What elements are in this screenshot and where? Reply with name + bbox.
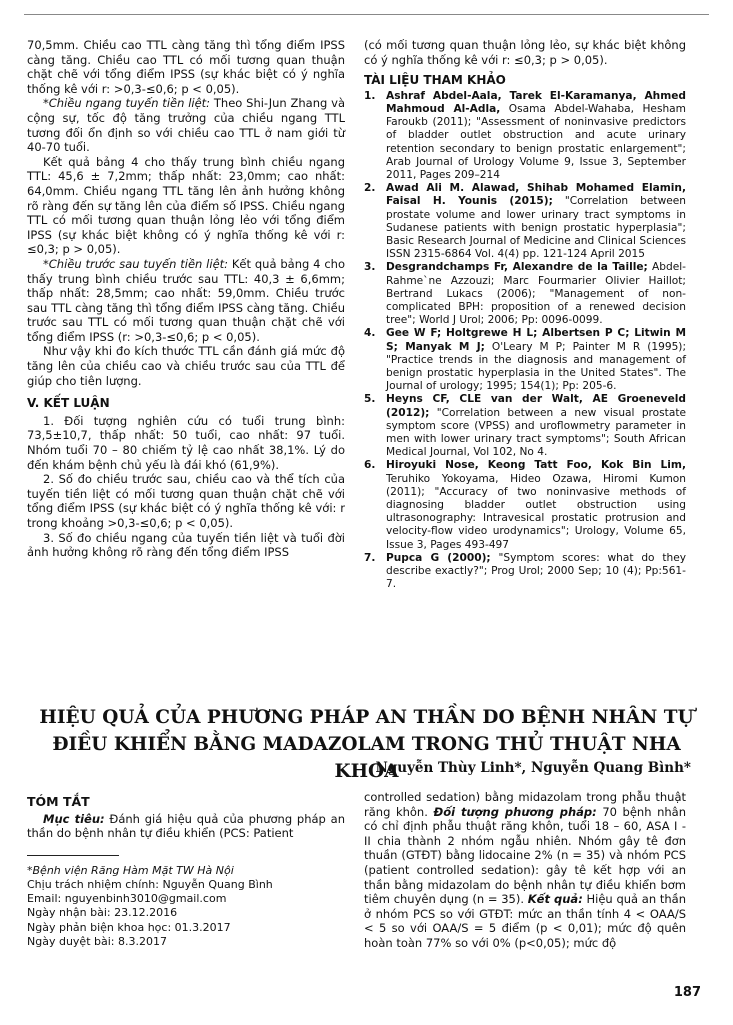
paragraph: Kết quả bảng 4 cho thấy trung bình chiều ngang TTL: 45,6 ± 7,2mm; thấp nhất: 23,0mm; cao nhất: 64,0mm. Chiều ngang TTL tăng lên ảnh hưởng không rõ ràng đến sự tăng lên của điểm số IPSS. Chiều ngang TTL có mối tương quan thuận lỏng lẻo với tổng điểm IPSS (sự khác biệt không có ý nghĩa thống kê với r: ≤0,3; p > 0,05). — [27, 154, 345, 257]
reference-item: 1. Ashraf Abdel-Aala, Tarek El-Karamanya, Ahmed Mahmoud Al-Adla, Osama Abdel-Wahaba, Hesham Faroukb (2011); "Assessment of noninvasive predictors of bladder outlet obstruction and acute urinary retention secondary to benign prostatic enlargement"; Arab Journal of Urology Volume 9, Issue 3, September 2011, Pages 209–214 — [364, 89, 686, 181]
reference-item: 3. Desgrandchamps Fr, Alexandre de la Taille; Abdel-Rahme`ne Azzouzi; Marc Fourmarier Olivier Haillot; Bertrand Lukacs (2006); "Management of non-complicated BPH: proposition of a renewed decision tree"; World J Urol; 2006; Pp: 0096-0099. — [364, 261, 686, 327]
paragraph: *Chiều ngang tuyến tiền liệt: Theo Shi-Jun Zhang và cộng sự, tốc độ tăng trưởng của chiều ngang TTL tương đối ổn định so với chiều cao TTL ở nam giới từ 40-70 tuổi. — [27, 96, 346, 155]
reference-item: 5. Heyns CF, CLE van der Walt, AE Groeneveld (2012); "Correlation between a new visual prostate symptom score (VPSS) and uroflowmetry parameter in men with lower urinary tract symptoms"; South African Medical Journal, Vol 102, No 4. — [364, 393, 686, 459]
abstract-heading: TÓM TẮT — [27, 794, 90, 809]
subheading-label: *Chiều trước sau tuyến tiền liệt: — [43, 256, 229, 271]
left-column — [27, 38, 345, 560]
references-heading: TÀI LIỆU THAM KHẢO — [364, 73, 506, 88]
subheading-label: *Chiều ngang tuyến tiền liệt: — [43, 96, 211, 111]
right-column — [364, 38, 686, 592]
email: Email: nguyenbinh3010@gmail.com — [27, 892, 227, 906]
paragraph: (có mối tương quan thuận lỏng lẻo, sự khác biệt không có ý nghĩa thống kê với r: ≤0,3; p > 0,05). — [364, 38, 686, 67]
abstract-right — [364, 790, 686, 951]
conclusion-item: 2. Số đo chiều trước sau, chiều cao và thể tích của tuyến tiền liệt có mối tương quan thuận chặt chẽ với tổng điểm IPSS (sự khác biệt có ý nghĩa thống kê với: r trong khoảng >0,3-≤0,6; p < 0,05). — [27, 472, 345, 530]
article-authors: Nguyễn Thùy Linh*, Nguyễn Quang Bình* — [375, 760, 691, 776]
subjects-label: Đối tượng phương pháp: — [433, 804, 597, 819]
page-number: 187 — [673, 985, 701, 1000]
paragraph: *Chiều trước sau tuyến tiền liệt: Kết quả bảng 4 cho thấy trung bình chiều trước sau TTL: 40,3 ± 6,6mm; thấp nhất: 28,5mm; cao nhất: 59,0mm. Chiều trước sau TTL càng tăng thì tổng điểm IPSS càng tăng. Chiều trước sau TTL có mối tương quan thuận chặt chẽ với tổng điểm IPSS (r: >0,3-≤0,6; p < 0,05). — [27, 256, 345, 344]
reference-item: 6. Hiroyuki Nose, Keong Tatt Foo, Kok Bin Lim, Teruhiko Yokoyama, Hideo Ozawa, Hiromi Kumon (2011); "Accuracy of two noninvasive methods of diagnosing bladder outlet obstruction using ultrasonography: Intravesical prostatic protrusion and velocity-flow video urodynamics"; Urology, Volume 65, Issue 3, Pages 493-497 — [364, 459, 686, 551]
date-accepted: Ngày duyệt bài: 8.3.2017 — [27, 934, 167, 948]
affiliation-block — [27, 864, 345, 949]
reference-item: 7. Pupca G (2000); "Symptom scores: what do they describe exactly?"; Prog Urol; 2000 Sep; 10 (4); Pp:561-7. — [364, 551, 686, 591]
reference-list — [364, 90, 686, 592]
abstract-paragraph: controlled sedation) bằng midazolam trong phẫu thuật răng khôn. Đối tượng phương pháp: 70 bệnh nhân có chỉ định phẫu thuật răng khôn, tuổi 18 – 60, ASA I - II chia thành 2 nhóm ngẫu nhiên. Nhóm gây tê đơn thuần (GTĐT) bằng lidocaine 2% (n = 35) và nhóm PCS (patient controlled sedation): gây tê kết hợp với an thần bằng midazolam do bệnh nhân tự điều khiển bơm tiêm chuyên dụng (n = 35). Kết quả: Hiệu quả an thần ở nhóm PCS so với GTĐT: mức an thần tính 4 < OAA/S < 5 so với OAA/S = 5 điểm (p < 0,01); mức độ quên hoàn toàn 77% so với 0% (p<0,05); mức độ — [364, 790, 687, 950]
date-received: Ngày nhận bài: 23.12.2016 — [27, 906, 178, 920]
institution: *Bệnh viện Răng Hàm Mặt TW Hà Nội — [27, 863, 234, 877]
paragraph: 70,5mm. Chiều cao TTL càng tăng thì tổng điểm IPSS càng tăng. Chiều cao TTL có mối tương quan thuận chặt chẽ với tổng điểm IPSS (sự khác biệt có ý nghĩa thống kê với r: >0,3-≤0,6; p < 0,05). — [27, 38, 345, 96]
date-reviewed: Ngày phản biện khoa học: 01.3.2017 — [27, 920, 231, 934]
header-rule — [24, 14, 709, 15]
abstract-paragraph: Mục tiêu: Đánh giá hiệu quả của phương pháp an thần do bệnh nhân tự điều khiển (PCS: Patient — [27, 811, 345, 841]
abstract-left — [27, 795, 345, 949]
footnote-divider — [27, 855, 119, 856]
reference-item: 2. Awad Ali M. Alawad, Shihab Mohamed Elamin, Faisal H. Younis (2015); "Correlation between prostate volume and lower urinary tract symptoms in Sudanese patients with benign prostatic hyperplasia"; Basic Research Journal of Medicine and Clinical Sciences ISSN 2315-6864 Vol. 4(4) pp. 121-124 April 2015 — [364, 182, 686, 261]
responsible-author: Chịu trách nhiệm chính: Nguyễn Quang Bình — [27, 877, 273, 891]
section-heading: V. KẾT LUẬN — [27, 396, 110, 411]
conclusion-item: 1. Đối tượng nghiên cứu có tuổi trung bình: 73,5±10,7, thấp nhất: 50 tuổi, cao nhất: 97 tuổi. Nhóm tuổi 70 – 80 chiếm tỷ lệ cao nhất 38,1%. Lý do đến khám bệnh chủ yếu là đái khó (61,9%). — [27, 413, 345, 472]
objective-label: Mục tiêu: — [43, 811, 105, 826]
paragraph: Như vậy khi đo kích thước TTL cần đánh giá mức độ tăng lên của chiều cao và chiều trước sau của TTL để giúp cho tiên lượng. — [27, 344, 345, 388]
article-title: HIỆU QUẢ CỦA PHƯƠNG PHÁP AN THẦN DO BỆNH NHÂN TỰ ĐIỀU KHIỂN BẰNG MADAZOLAM TRONG THỦ THUẬT NHA KHOA — [39, 707, 694, 782]
reference-item: 4. Gee W F; Holtgrewe H L; Albertsen P C; Litwin M S; Manyak M J; O'Leary M P; Painter M R (1995); "Practice trends in the diagnosis and management of benign prostatic hyperplasia in the United States". The Journal of urology; 1995; 154(1); Pp: 205-6. — [364, 327, 687, 393]
results-label: Kết quả: — [527, 892, 583, 907]
conclusion-item: 3. Số đo chiều ngang của tuyến tiền liệt và tuổi đời ảnh hưởng không rõ ràng đến tổng điểm IPSS — [27, 530, 345, 560]
